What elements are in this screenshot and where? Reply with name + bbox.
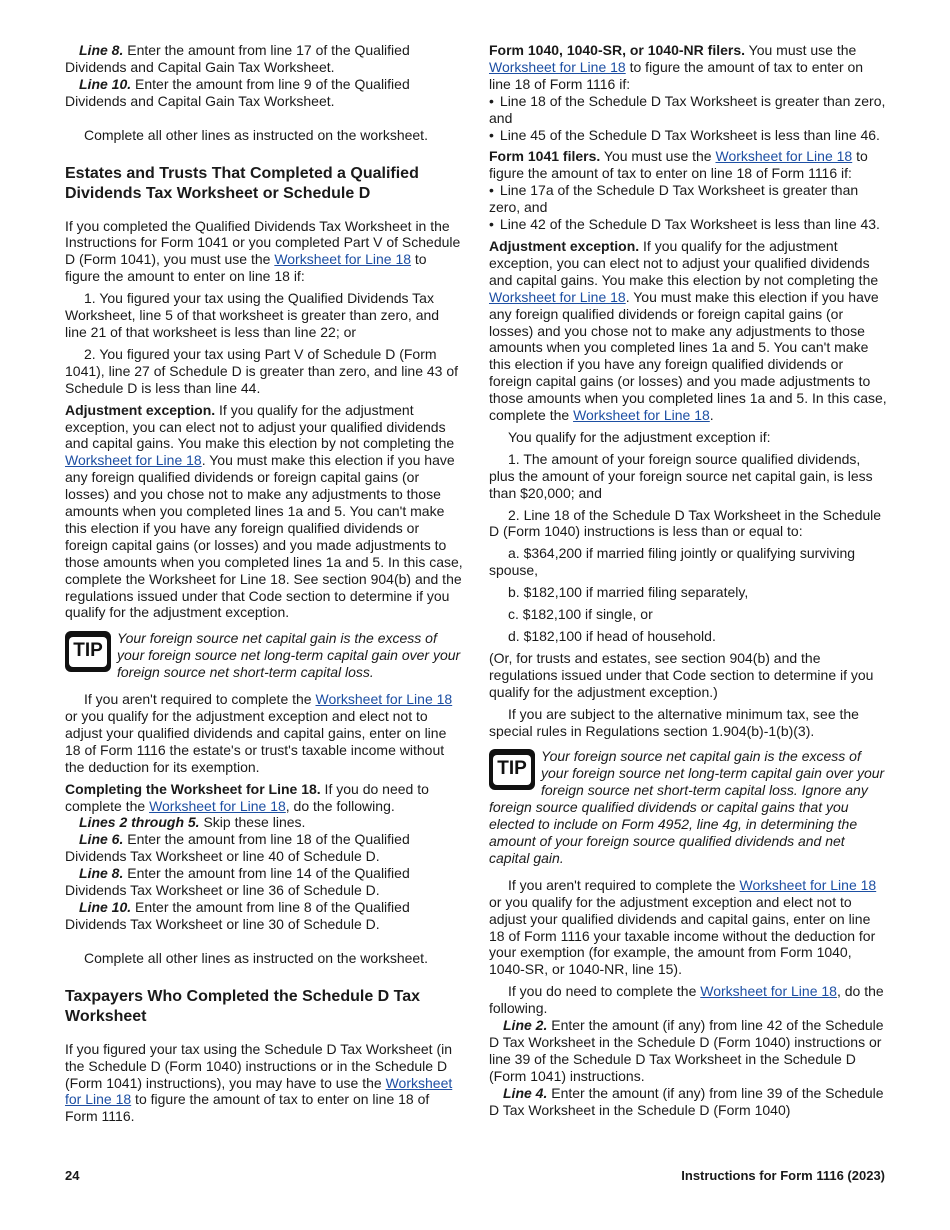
page-footer	[65, 1168, 885, 1185]
run-in-heading: Line 8.	[79, 865, 124, 882]
line-instruction	[65, 42, 463, 76]
line-instruction	[489, 1085, 887, 1119]
text: (Or, for trusts and estates, see section 904(b) and the regulations issued under that Code section to determine if you qualify for the adjustment exception.)	[489, 649, 874, 700]
list-item	[65, 290, 463, 341]
tip-icon-label: TIP	[69, 637, 107, 667]
worksheet-link[interactable]: Worksheet for Line 18	[700, 983, 837, 1000]
text: Enter the amount from line 18 of the Qualified Dividends Tax Worksheet or line 40 of Schedule D.	[65, 831, 410, 865]
text: 2. You figured your tax using Part V of Schedule D (Form 1041), line 27 of Schedule D is greater than zero, and line 43 of Schedule D is less than line 44.	[65, 345, 459, 396]
text: If you do need to complete the	[508, 983, 701, 1000]
text: Skip these lines.	[199, 814, 306, 831]
run-in-heading: Line 10.	[79, 898, 132, 915]
text: Line 42 of the Schedule D Tax Worksheet is less than line 43.	[499, 216, 880, 233]
section-heading	[65, 987, 463, 1027]
worksheet-link[interactable]: Worksheet for Line 18	[489, 58, 626, 75]
run-in-heading: Line 2.	[503, 1017, 548, 1034]
list-item	[489, 507, 887, 541]
line-instruction	[65, 831, 463, 865]
list-item	[489, 584, 887, 601]
paragraph	[489, 650, 887, 701]
text: or you qualify for the adjustment exception and elect not to adjust your qualified dividends and capital gains, enter on line 18 of Form 1116 your taxable income without the deduction for your exemption (for example, the amount from Form 1040, 1040-SR, or 1040-NR, line 15).	[489, 893, 876, 978]
text: If you qualify for the adjustment exception, you can elect not to adjust your qualified dividends and capital gains. You make this election by not completing the	[489, 237, 879, 288]
line-instruction	[489, 1017, 887, 1085]
worksheet-link[interactable]: Worksheet for Line 18	[715, 148, 853, 165]
list-item	[489, 606, 887, 623]
text: 1. The amount of your foreign source qualified dividends, plus the amount of your foreign source net capital gain, is less than $20,000; and	[489, 450, 873, 501]
tip-icon	[489, 749, 535, 790]
text: If you aren't required to complete the	[84, 691, 316, 708]
text: If you qualify for the adjustment exception, you can elect not to adjust your qualified dividends and capital gains. You make this election by not completing the	[65, 401, 455, 452]
paragraph	[489, 877, 887, 978]
text: 1. You figured your tax using the Qualified Dividends Tax Worksheet, line 5 of that worksheet is greater than zero, and line 21 of that worksheet is less than line 22; or	[65, 290, 440, 340]
paragraph	[489, 238, 887, 424]
section-heading	[65, 164, 463, 204]
bullet-item	[489, 216, 887, 233]
line-instruction	[65, 814, 463, 831]
bullet-item	[489, 182, 887, 216]
worksheet-link[interactable]: Worksheet for Line 18	[65, 452, 202, 469]
line-instruction	[65, 76, 463, 110]
text: , do the following.	[489, 983, 884, 1017]
text: Enter the amount from line 9 of the Qualified Dividends and Capital Gain Tax Worksheet.	[65, 75, 410, 109]
text: Your foreign source net capital gain is the excess of your foreign source net long-term capital gain over your foreign source net short-term capital loss. Ignore any foreign source qualified dividends or capital gains that you elected to include on Form 4952, line 4g, in determining the amount of your foreign source qualified dividends and net capital gain.	[489, 748, 885, 866]
paragraph	[65, 1041, 463, 1126]
worksheet-link[interactable]: Worksheet for Line 18	[274, 251, 412, 268]
text: Complete all other lines as instructed on the worksheet.	[84, 126, 428, 143]
text: You must use the	[745, 42, 857, 58]
list-item	[489, 451, 887, 502]
text: Your foreign source net capital gain is the excess of your foreign source net long-term capital gain over your foreign source net short-term capital loss.	[117, 630, 461, 681]
page-number: 24	[65, 1168, 80, 1183]
paragraph	[65, 691, 463, 776]
text: Enter the amount from line 17 of the Qualified Dividends and Capital Gain Tax Worksheet.	[65, 42, 410, 75]
text: b. $182,100 if married filing separately,	[508, 584, 749, 601]
line-instruction	[65, 865, 463, 899]
text: Line 18 of the Schedule D Tax Worksheet is greater than zero, and	[489, 92, 886, 126]
paragraph	[65, 218, 463, 286]
worksheet-link[interactable]: Worksheet for Line 18	[65, 1074, 453, 1108]
run-in-heading: Line 8.	[79, 42, 124, 58]
run-in-heading: Adjustment exception.	[65, 401, 216, 418]
text: Taxpayers Who Completed the Schedule D Tax Worksheet	[65, 987, 421, 1025]
text: , do the following.	[285, 797, 395, 814]
note-paragraph	[65, 127, 463, 144]
paragraph	[489, 983, 887, 1017]
paragraph	[65, 402, 463, 622]
text: If you do need to complete the	[65, 780, 429, 814]
text: to figure the amount of tax to enter on line 18 of Form 1116 if:	[489, 58, 864, 92]
list-item	[65, 346, 463, 397]
text: If you aren't required to complete the	[508, 876, 740, 893]
run-in-heading: Line 10.	[79, 75, 132, 92]
run-in-heading: Line 4.	[503, 1084, 548, 1101]
run-in-heading: Form 1040, 1040-SR, or 1040-NR filers.	[489, 42, 746, 58]
text: You qualify for the adjustment exception if:	[508, 428, 771, 445]
paragraph	[489, 706, 887, 740]
text: Enter the amount (if any) from line 42 of the Schedule D Tax Worksheet in the Schedule D (Form 1040) instructions or line 39 of the Schedule D Tax Worksheet in the Schedule D (Form 1041) instructions.	[489, 1017, 884, 1084]
text: to figure the amount of tax to enter on line 18 of Form 1116.	[65, 1091, 430, 1125]
text: Line 17a of the Schedule D Tax Worksheet is greater than zero, and	[489, 182, 859, 216]
paragraph	[489, 429, 887, 446]
text: to figure the amount to enter on line 18 if:	[65, 251, 427, 285]
text: Enter the amount from line 14 of the Qualified Dividends Tax Worksheet or line 36 of Schedule D.	[65, 865, 410, 899]
text: c. $182,100 if single, or	[508, 606, 653, 623]
note-paragraph	[65, 950, 463, 967]
left-column	[65, 42, 463, 1125]
text: If you are subject to the alternative minimum tax, see the special rules in Regulations section 1.904(b)-1(b)(3).	[489, 705, 859, 739]
text: .	[709, 407, 714, 424]
worksheet-link[interactable]: Worksheet for Line 18	[149, 797, 286, 814]
right-column	[489, 42, 887, 1118]
text: Line 45 of the Schedule D Tax Worksheet is less than line 46.	[499, 126, 880, 143]
text: If you completed the Qualified Dividends Tax Worksheet in the Instructions for Form 1041 or you completed Part V of Schedule D (Form 1041), you must use the	[65, 217, 461, 268]
text: You must use the	[600, 148, 716, 165]
text: to figure the amount of tax to enter on line 18 of Form 1116 if:	[489, 148, 868, 182]
text: or you qualify for the adjustment exception and elect not to adjust your qualified dividends and capital gains, enter on line 18 of Form 1116 the estate's or trust's taxable income without the deduction for its exemption.	[65, 708, 447, 775]
line-instruction	[65, 899, 463, 933]
document-title: Instructions for Form 1116 (2023)	[681, 1168, 885, 1183]
run-in-heading: Line 6.	[79, 831, 124, 848]
bullet-item	[489, 127, 887, 144]
run-in-heading: Lines 2 through 5.	[79, 814, 200, 831]
tip-box	[489, 748, 887, 866]
list-item	[489, 628, 887, 645]
text: Estates and Trusts That Completed a Qualified Dividends Tax Worksheet or Schedule D	[65, 164, 419, 202]
run-in-heading: Form 1041 filers.	[489, 148, 601, 165]
worksheet-link[interactable]: Worksheet for Line 18	[315, 691, 453, 708]
text: . You must make this election if you have any foreign qualified dividends or foreign capital gains (or losses) and you chose not to make any adjustments to those amounts when you completed lines 1a and 5. You can't make this election if you have any foreign qualified dividends or foreign capital gains (or losses) and you made adjustments to those amounts when you completed lines 1a and 5. In this case, complete the Worksheet for Line 18. See section 904(b) and the regulations issued under that Code section to determine if you qualify for the adjustment exception.	[65, 452, 463, 621]
text: a. $364,200 if married filing jointly or qualifying surviving spouse,	[489, 545, 856, 579]
run-in-heading: Completing the Worksheet for Line 18.	[65, 780, 321, 797]
text: d. $182,100 if head of household.	[508, 628, 716, 644]
worksheet-link[interactable]: Worksheet for Line 18	[489, 288, 626, 305]
list-item	[489, 545, 887, 579]
text: If you figured your tax using the Schedule D Tax Worksheet (in the Schedule D (Form 1040) instructions or in the Schedule D (Form 1041) instructions), you may have to use the	[65, 1040, 453, 1091]
text: Enter the amount (if any) from line 39 of the Schedule D Tax Worksheet in the Schedule D (Form 1040)	[489, 1084, 884, 1118]
text: 2. Line 18 of the Schedule D Tax Worksheet in the Schedule D (Form 1040) instructions is less than or equal to:	[489, 506, 882, 540]
tip-box	[65, 630, 463, 681]
paragraph	[65, 781, 463, 815]
bullet-item	[489, 93, 887, 127]
worksheet-link[interactable]: Worksheet for Line 18	[739, 876, 877, 893]
tip-icon	[65, 631, 111, 672]
tip-icon-label: TIP	[493, 755, 531, 785]
text: Complete all other lines as instructed on the worksheet.	[84, 949, 428, 966]
text: . You must make this election if you have any foreign qualified dividends or foreign capital gains (or losses) and you chose not to make any adjustments to those amounts when you completed lines 1a and 5. You can't make this election if you have any foreign qualified dividends or foreign capital gains (or losses) and you made adjustments to those amounts when you completed lines 1a and 5. In this case, complete the	[489, 288, 887, 424]
run-in-heading: Adjustment exception.	[489, 237, 640, 254]
paragraph	[489, 42, 887, 93]
worksheet-link[interactable]: Worksheet for Line 18	[573, 407, 710, 424]
text: Enter the amount from line 8 of the Qualified Dividends Tax Worksheet or line 30 of Schedule D.	[65, 898, 410, 932]
paragraph	[489, 148, 887, 182]
